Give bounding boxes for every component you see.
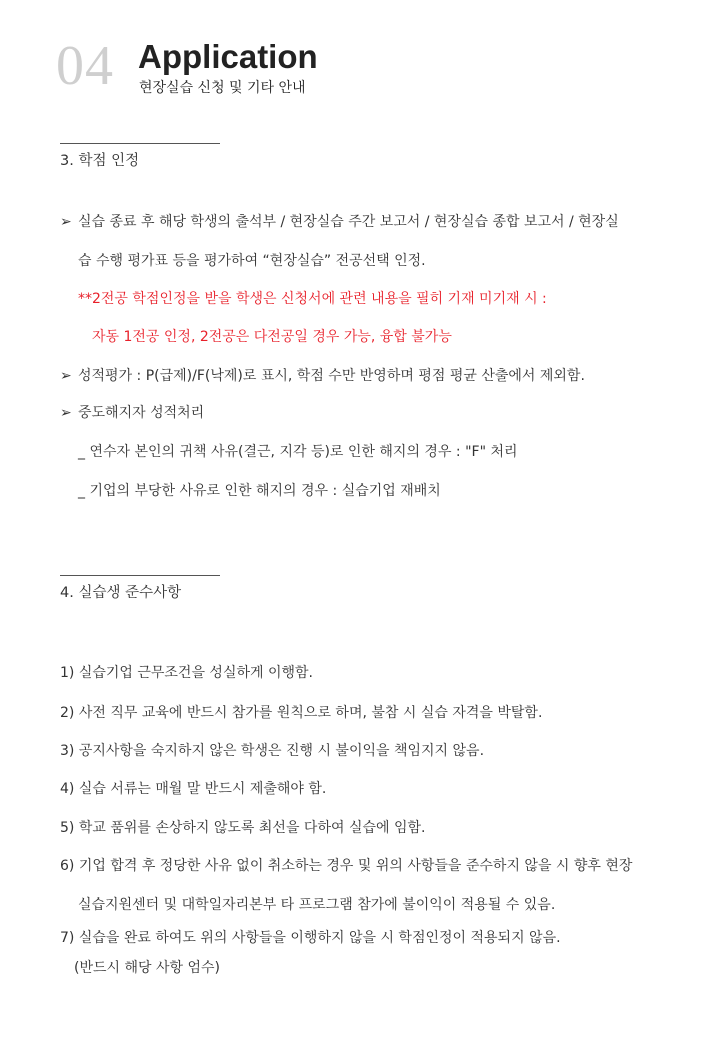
list-item-text: 실습 종료 후 해당 학생의 출석부 / 현장실습 주간 보고서 / 현장실습 종합 보고서 / 현장실	[78, 214, 619, 230]
section-heading-credit: 3. 학점 인정	[60, 153, 140, 169]
list-item-continuation: (반드시 해당 사항 엄수)	[74, 960, 220, 976]
list-item	[60, 211, 619, 233]
notice-text: **2전공 학점인정을 받을 학생은 신청서에 관련 내용을 필히 기재 미기재 시 :	[78, 291, 547, 307]
bullet-arrow-icon: ➢	[60, 214, 72, 230]
section-divider	[60, 143, 220, 144]
sub-item: _ 기업의 부당한 사유로 인한 해지의 경우 : 실습기업 재배치	[78, 483, 441, 499]
chapter-number: 04	[56, 35, 114, 97]
list-item: 3) 공지사항을 숙지하지 않은 학생은 진행 시 불이익을 책임지지 않음.	[60, 743, 485, 759]
list-item: 4) 실습 서류는 매월 말 반드시 제출해야 함.	[60, 781, 327, 797]
bullet-arrow-icon: ➢	[60, 368, 72, 384]
list-item: 7) 실습을 완료 하여도 위의 사항들을 이행하지 않을 시 학점인정이 적용되지 않음.	[60, 930, 561, 946]
notice-text-continuation: 자동 1전공 인정, 2전공은 다전공일 경우 가능, 융합 불가능	[92, 329, 452, 345]
list-item	[60, 402, 204, 424]
list-item: 5) 학교 품위를 손상하지 않도록 최선을 다하여 실습에 임함.	[60, 820, 426, 836]
sub-item: _ 연수자 본인의 귀책 사유(결근, 지각 등)로 인한 해지의 경우 : "F" 처리	[78, 444, 518, 460]
page-subtitle: 현장실습 신청 및 기타 안내	[139, 80, 306, 96]
section-heading-rules: 4. 실습생 준수사항	[60, 585, 182, 601]
list-item: 2) 사전 직무 교육에 반드시 참가를 원칙으로 하며, 불참 시 실습 자격을 박탈함.	[60, 705, 543, 721]
list-item-text: 성적평가 : P(급제)/F(낙제)로 표시, 학점 수만 반영하며 평점 평균 산출에서 제외함.	[78, 368, 585, 384]
list-item: 1) 실습기업 근무조건을 성실하게 이행함.	[60, 665, 314, 681]
section-divider	[60, 575, 220, 576]
list-item-continuation: 습 수행 평가표 등을 평가하여 “현장실습” 전공선택 인정.	[78, 253, 426, 269]
list-item	[60, 365, 585, 387]
list-item-continuation: 실습지원센터 및 대학일자리본부 타 프로그램 참가에 불이익이 적용될 수 있음.	[78, 897, 556, 913]
list-item-text: 중도해지자 성적처리	[78, 405, 205, 421]
page-title: Application	[138, 38, 318, 75]
list-item: 6) 기업 합격 후 정당한 사유 없이 취소하는 경우 및 위의 사항들을 준수하지 않을 시 향후 현장	[60, 858, 633, 874]
bullet-arrow-icon: ➢	[60, 405, 72, 421]
